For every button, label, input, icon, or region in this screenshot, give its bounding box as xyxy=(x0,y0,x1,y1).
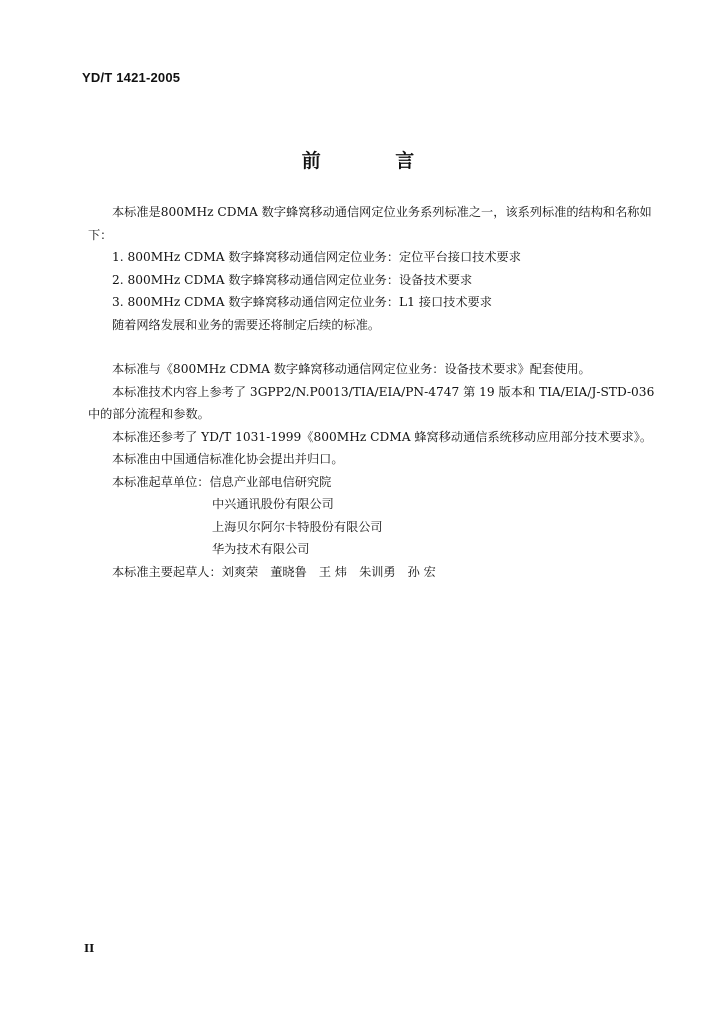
author-name: 董晓鲁 xyxy=(270,564,307,579)
paragraph-companion-standard: 本标准与《800MHz CDMA 数字蜂窝移动通信网定位业务：设备技术要求》配套使用。 xyxy=(112,362,591,376)
author-name: 孙 宏 xyxy=(407,564,436,579)
drafting-units-label: 本标准起草单位： xyxy=(112,474,210,489)
drafting-units xyxy=(88,471,666,561)
drafting-unit-first xyxy=(88,471,666,494)
page-number: II xyxy=(84,942,95,955)
foreword-body xyxy=(88,201,666,583)
main-drafters-label: 本标准主要起草人： xyxy=(112,564,222,579)
follow-up-text: 随着网络发展和业务的需要还将制定后续的标准。 xyxy=(112,317,381,332)
drafting-unit: 中兴通讯股份有限公司 xyxy=(212,497,334,511)
main-drafters xyxy=(88,561,666,584)
drafting-unit: 信息产业部电信研究院 xyxy=(209,474,332,489)
list-item: 2. 800MHz CDMA 数字蜂窝移动通信网定位业务：设备技术要求 xyxy=(112,272,473,287)
drafting-unit: 上海贝尔阿尔卡特股份有限公司 xyxy=(212,519,383,534)
list-item: 3. 800MHz CDMA 数字蜂窝移动通信网定位业务：L1 接口技术要求 xyxy=(112,295,492,309)
standard-code: YD/T 1421-2005 xyxy=(82,70,181,85)
paragraph-technical-reference: 本标准技术内容上参考了 3GPP2/N.P0013/TIA/EIA/PN-4747 第 19 版本和 TIA/EIA/J-STD-036 中的部分流程和参数。 xyxy=(88,384,655,421)
paragraph-gap xyxy=(88,336,666,358)
author-name: 刘爽荣 xyxy=(221,564,259,579)
intro-paragraph: 本标准是800MHz CDMA 数字蜂窝移动通信网定位业务系列标准之一，该系列标准的结构和名称如下： xyxy=(88,205,652,242)
drafting-unit: 华为技术有限公司 xyxy=(212,542,310,556)
author-name: 朱训勇 xyxy=(359,564,396,579)
paragraph-proposer: 本标准由中国通信标准化协会提出并归口。 xyxy=(112,452,344,466)
list-item: 1. 800MHz CDMA 数字蜂窝移动通信网定位业务：定位平台接口技术要求 xyxy=(112,250,521,264)
paragraph-additional-reference: 本标准还参考了 YD/T 1031-1999《800MHz CDMA 蜂窝移动通信系统移动应用部分技术要求》。 xyxy=(112,429,653,444)
author-name: 王 炜 xyxy=(318,564,348,579)
page-title: 前 言 xyxy=(301,150,449,172)
